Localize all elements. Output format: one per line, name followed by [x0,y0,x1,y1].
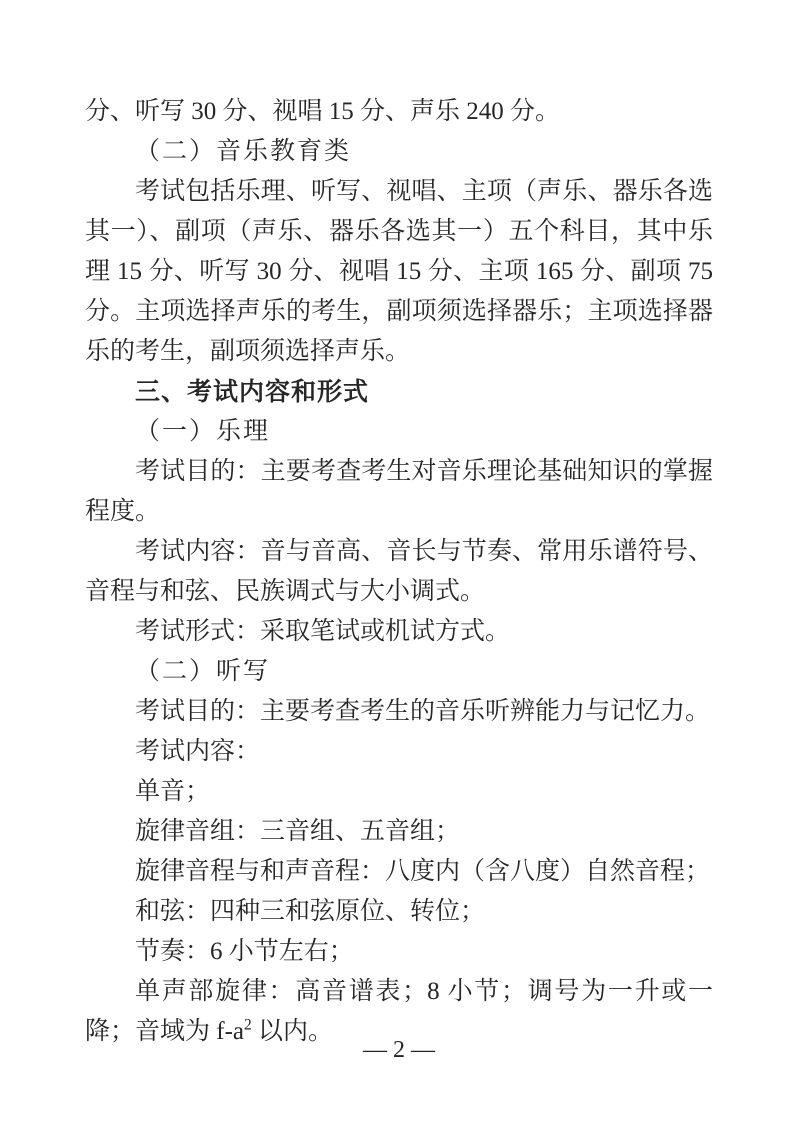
heading-exam-content-and-format: 三、考试内容和形式 [135,378,370,406]
page-footer [85,1034,713,1066]
melody-range-text-end: 以内。 [251,1018,334,1045]
paragraph-theory-purpose: 考试目的：主要考查考生对音乐理论基础知识的掌握程度。 [85,458,713,525]
paragraph-dictation-content-label: 考试内容： [135,738,261,765]
paragraph-melodic-groups: 旋律音组：三音组、五音组； [135,818,461,845]
subheading-music-education-category: （二）音乐教育类 [135,138,352,165]
subheading-dictation: （二）听写 [135,658,271,685]
page-number: — 2 — [363,1037,435,1063]
paragraph-intervals: 旋律音程与和声音程：八度内（含八度）自然音程； [135,858,711,885]
paragraph-single-note: 单音； [135,778,211,805]
melody-range-superscript: 2 [244,1016,252,1034]
paragraph-rhythm: 节奏：6 小节左右； [135,938,354,965]
paragraph-theory-format: 考试形式：采取笔试或机试方式。 [135,618,511,645]
paragraph-music-education-subjects: 考试包括乐理、听写、视唱、主项（声乐、器乐各选其一）、副项（声乐、器乐各选其一）五个科目，其中乐理 15 分、听写 30 分、视唱 15 分、主项 165 分、副项 75 分。主项选择声乐的考生，副项须选择器乐；主项选择器乐的考生，副项须选择声乐。 [85,178,713,365]
subheading-music-theory: （一）乐理 [135,418,271,445]
paragraph-dictation-purpose: 考试目的：主要考查考生的音乐听辨能力与记忆力。 [135,698,711,725]
paragraph-chords: 和弦：四种三和弦原位、转位； [135,898,486,925]
paragraph-theory-content: 考试内容：音与音高、音长与节奏、常用乐谱符号、音程与和弦、民族调式与大小调式。 [85,538,713,605]
melody-range-text: 单声部旋律：高音谱表；8 小节；调号为一升或一降；音域为 f-a [85,978,713,1045]
document-body [85,92,713,1052]
paragraph-score-breakdown-continued: 分、听写 30 分、视唱 15 分、声乐 240 分。 [85,98,561,125]
